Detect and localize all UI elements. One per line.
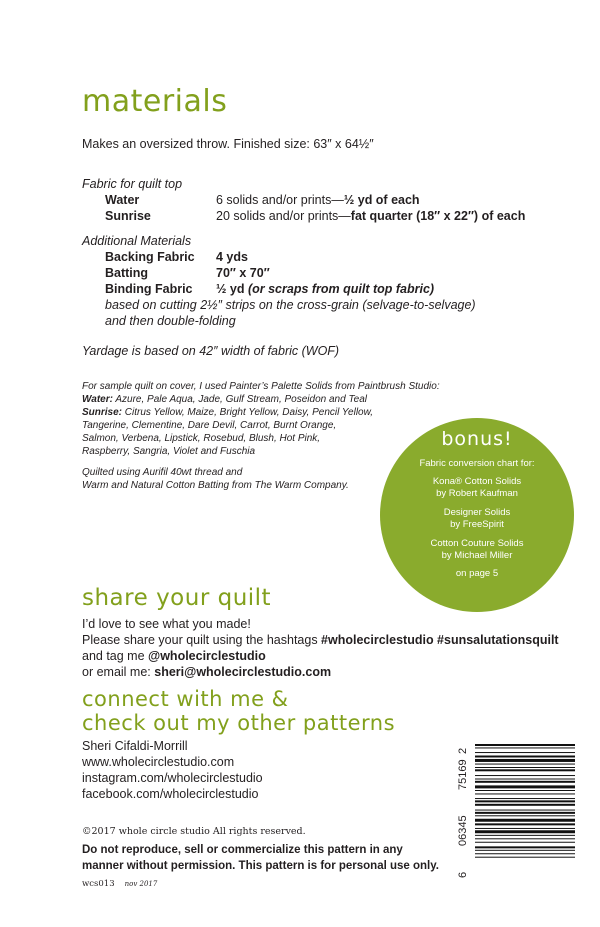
barcode-bar — [475, 853, 575, 854]
barcode-bar — [475, 835, 575, 836]
barcode — [455, 740, 580, 900]
barcode-bar — [475, 767, 575, 768]
sample-line: For sample quilt on cover, I used Painter’s Palette Solids from Paintbrush Studio: — [82, 381, 440, 392]
barcode-bar — [475, 790, 575, 791]
usage-warning: Do not reproduce, sell or commercialize this pattern in any manner without permission. This pattern is for personal use only. — [82, 844, 439, 872]
barcode-bar — [475, 775, 575, 776]
finished-size-text: Makes an oversized throw. Finished size: 63″ x 64½″ — [82, 137, 374, 151]
barcode-bar — [475, 744, 575, 746]
author-name: Sheri Cifaldi-Morrill — [82, 739, 188, 753]
fabric-label: Fabric for quilt top — [82, 177, 183, 191]
sample-line: Water: Azure, Pale Aqua, Jade, Gulf Stream, Poseidon and Teal — [82, 394, 367, 405]
instagram-link[interactable]: instagram.com/wholecirclestudio — [82, 771, 263, 785]
pattern-code: wcs013 nov 2017 — [82, 879, 158, 889]
barcode-bar — [475, 800, 575, 802]
barcode-bar — [475, 810, 575, 811]
fabric-row-label: Water — [105, 193, 140, 207]
bonus-subtitle: Fabric conversion chart for: — [419, 458, 535, 469]
barcode-bar — [475, 804, 575, 806]
barcode-bar — [475, 756, 575, 758]
barcode-bar — [475, 857, 575, 858]
connect-heading: connect with me & check out my other patterns — [82, 687, 396, 735]
barcode-digits-1: 06345 — [457, 815, 469, 846]
fabric-row-label: Sunrise — [105, 209, 151, 223]
barcode-bar — [475, 747, 575, 748]
bonus-item-designer: Designer Solids by FreeSpirit — [443, 507, 511, 530]
website-link[interactable]: www.wholecirclestudio.com — [82, 755, 235, 769]
hashtags: #wholecirclestudio #sunsalutationsquilt — [321, 633, 559, 647]
quilted-line-1: Quilted using Aurifil 40wt thread and — [82, 467, 243, 478]
copyright: ©2017 whole circle studio All rights reserved. — [82, 826, 306, 837]
barcode-bar — [475, 823, 575, 825]
barcode-graphic — [455, 740, 580, 900]
barcode-bar — [475, 779, 575, 780]
barcode-bar — [475, 828, 575, 829]
sample-line: Tangerine, Clementine, Dare Devil, Carrot, Burnt Orange, — [82, 420, 337, 431]
share-body: I’d love to see what you made! Please share your quilt using the hashtags #wholecirclestudio #sunsalutationsquilt and tag me @wholecirclestudio or email me: sheri@wholecirclestudio.com — [82, 617, 559, 679]
barcode-digit-left: 6 — [457, 871, 469, 878]
bonus-circle — [380, 418, 574, 612]
bonus-item-couture: Cotton Couture Solids by Michael Miller — [430, 538, 524, 561]
sample-line: Raspberry, Sangria, Violet and Fuschia — [82, 446, 256, 457]
barcode-bar — [475, 838, 575, 839]
barcode-bar — [475, 785, 575, 788]
barcode-bar — [475, 752, 575, 753]
materials-heading: materials — [82, 84, 228, 119]
facebook-link[interactable]: facebook.com/wholecirclestudio — [82, 787, 259, 801]
barcode-bar — [475, 815, 575, 816]
barcode-bar — [475, 850, 575, 851]
email-link[interactable]: sheri@wholecirclestudio.com — [154, 665, 332, 679]
barcode-bar — [475, 830, 575, 833]
connect-links — [82, 738, 263, 802]
barcode-bar — [475, 759, 575, 762]
barcode-bar — [475, 781, 575, 783]
barcode-bar — [475, 769, 575, 771]
sample-line: Salmon, Verbena, Lipstick, Rosebud, Blush, Hot Pink, — [82, 433, 321, 444]
barcode-digit-right: 2 — [457, 747, 469, 754]
binding-note-line-2: and then double-folding — [105, 314, 236, 328]
barcode-bar — [475, 842, 575, 843]
barcode-bar — [475, 846, 575, 848]
bonus-item-kona: Kona® Cotton Solids by Robert Kaufman — [432, 476, 522, 499]
barcode-bar — [475, 812, 575, 814]
additional-materials-label: Additional Materials — [82, 234, 192, 248]
bonus-footer: on page 5 — [455, 568, 499, 579]
quilted-line-2: Warm and Natural Cotton Batting from The Warm Company. — [82, 480, 349, 491]
share-heading: share your quilt — [82, 585, 272, 611]
barcode-bar — [475, 793, 575, 794]
yardage-note: Yardage is based on 42″ width of fabric (WOF) — [82, 344, 340, 358]
binding-note-line-1: based on cutting 2½″ strips on the cross-grain (selvage-to-selvage) — [105, 298, 476, 312]
sample-quilt-notes — [82, 380, 440, 492]
bonus-title: bonus! — [441, 428, 513, 450]
barcode-digits-2: 75169 — [457, 759, 469, 790]
instagram-handle: @wholecirclestudio — [148, 649, 266, 663]
barcode-bar — [475, 764, 575, 765]
barcode-bar — [475, 798, 575, 799]
barcode-bar — [475, 819, 575, 822]
sample-line: Sunrise: Citrus Yellow, Maize, Bright Yellow, Daisy, Pencil Yellow, — [82, 407, 374, 418]
